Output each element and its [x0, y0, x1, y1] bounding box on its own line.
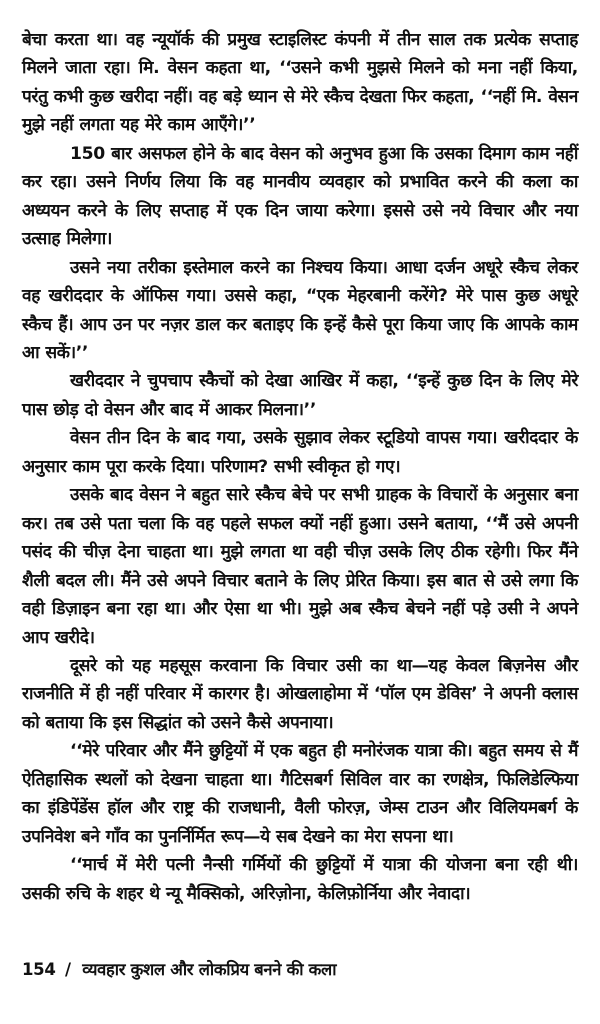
footer-separator: / [65, 960, 71, 979]
page-body [22, 26, 578, 908]
paragraph: दूसरे को यह महसूस करवाना कि विचार उसी का था—यह केवल बिज़नेस और राजनीति में ही नहीं परिवार में कारगर है। ओखलाहोमा में ‘पॉल एम डेविस’ ने अपनी क्लास को बताया कि इस सिद्धांत को उसने कैसे अपनाया। [22, 655, 578, 733]
page-number: 154 [22, 960, 56, 979]
paragraph: वेसन तीन दिन के बाद गया, उसके सुझाव लेकर स्टूडियो वापस गया। खरीददार के अनुसार काम पूरा करके दिया। परिणाम? सभी स्वीकृत हो गए। [22, 428, 578, 477]
paragraph: ‘‘मेरे परिवार और मैंने छुट्टियों में एक बहुत ही मनोरंजक यात्रा की। बहुत समय से मैं ऐतिहासिक स्थलों को देखना चाहता था। गैटिसबर्ग सिविल वार का रणक्षेत्र, फिलिडेल्फिया का इंडिपेंडेंस हॉल और राष्ट्र की राजधानी, वैली फोरज़, जेम्स टाउन और विलियमबर्ग के उपनिवेश बने गाँव का पुनर्निर्मित रूप—ये सब देखने का मेरा सपना था। [22, 741, 578, 847]
paragraph: उसने नया तरीका इस्तेमाल करने का निश्चय किया। आधा दर्जन अधूरे स्कैच लेकर वह खरीददार के ऑफिस गया। उससे कहा, “एक मेहरबानी करेंगे? मेरे पास कुछ अधूरे स्कैच हैं। आप उन पर नज़र डाल कर बताइए कि इन्हें कैसे पूरा किया जाए कि आपके काम आ सकें।’’ [22, 257, 578, 363]
paragraph: 150 बार असफल होने के बाद वेसन को अनुभव हुआ कि उसका दिमाग काम नहीं कर रहा। उसने निर्णय लिया कि वह मानवीय व्यवहार को प्रभावित करने की कला का अध्ययन करने के लिए सप्ताह में एक दिन जाया करेगा। इससे उसे नये विचार और नया उत्साह मिलेगा। [22, 143, 578, 250]
page-footer [22, 958, 578, 982]
paragraph: खरीददार ने चुपचाप स्कैचों को देखा आखिर में कहा, ‘‘इन्हें कुछ दिन के लिए मेरे पास छोड़ दो वेसन और बाद में आकर मिलना।’’ [22, 371, 578, 420]
paragraph: उसके बाद वेसन ने बहुत सारे स्कैच बेचे पर सभी ग्राहक के विचारों के अनुसार बना कर। तब उसे पता चला कि वह पहले सफल क्यों नहीं हुआ। उसने बताया, ‘‘मैं उसे अपनी पसंद की चीज़ देना चाहता था। मुझे लगता था वही चीज़ उसके लिए ठीक रहेगी। फिर मैंने शैली बदल ली। मैंने उसे अपने विचार बताने के लिए प्रेरित किया। इस बात से उसे लगा कि वही डिज़ाइन बना रहा था। और ऐसा था भी। मुझे अब स्कैच बेचने नहीं पड़े उसी ने अपने आप खरीदे। [22, 485, 578, 648]
book-title: व्यवहार कुशल और लोकप्रिय बनने की कला [82, 960, 337, 979]
paragraph: ‘‘मार्च में मेरी पत्नी नैन्सी गर्मियों की छुट्टियों में यात्रा की योजना बना रही थी। उसकी रुचि के शहर थे न्यू मैक्सिको, अरिज़ोना, केलिफ़ोर्निया और नेवादा। [22, 855, 578, 904]
paragraph-continuation: बेचा करता था। वह न्यूयॉर्क की प्रमुख स्टाइलिस्ट कंपनी में तीन साल तक प्रत्येक सप्ताह मिलने जाता रहा। मि. वेसन कहता था, ‘‘उसने कभी मुझसे मिलने को मना नहीं किया, परंतु कभी कुछ खरीदा नहीं। वह बड़े ध्यान से मेरे स्कैच देखता फिर कहता, ‘‘नहीं मि. वेसन मुझे नहीं लगता यह मेरे काम आएँगे।’’ [22, 30, 578, 136]
